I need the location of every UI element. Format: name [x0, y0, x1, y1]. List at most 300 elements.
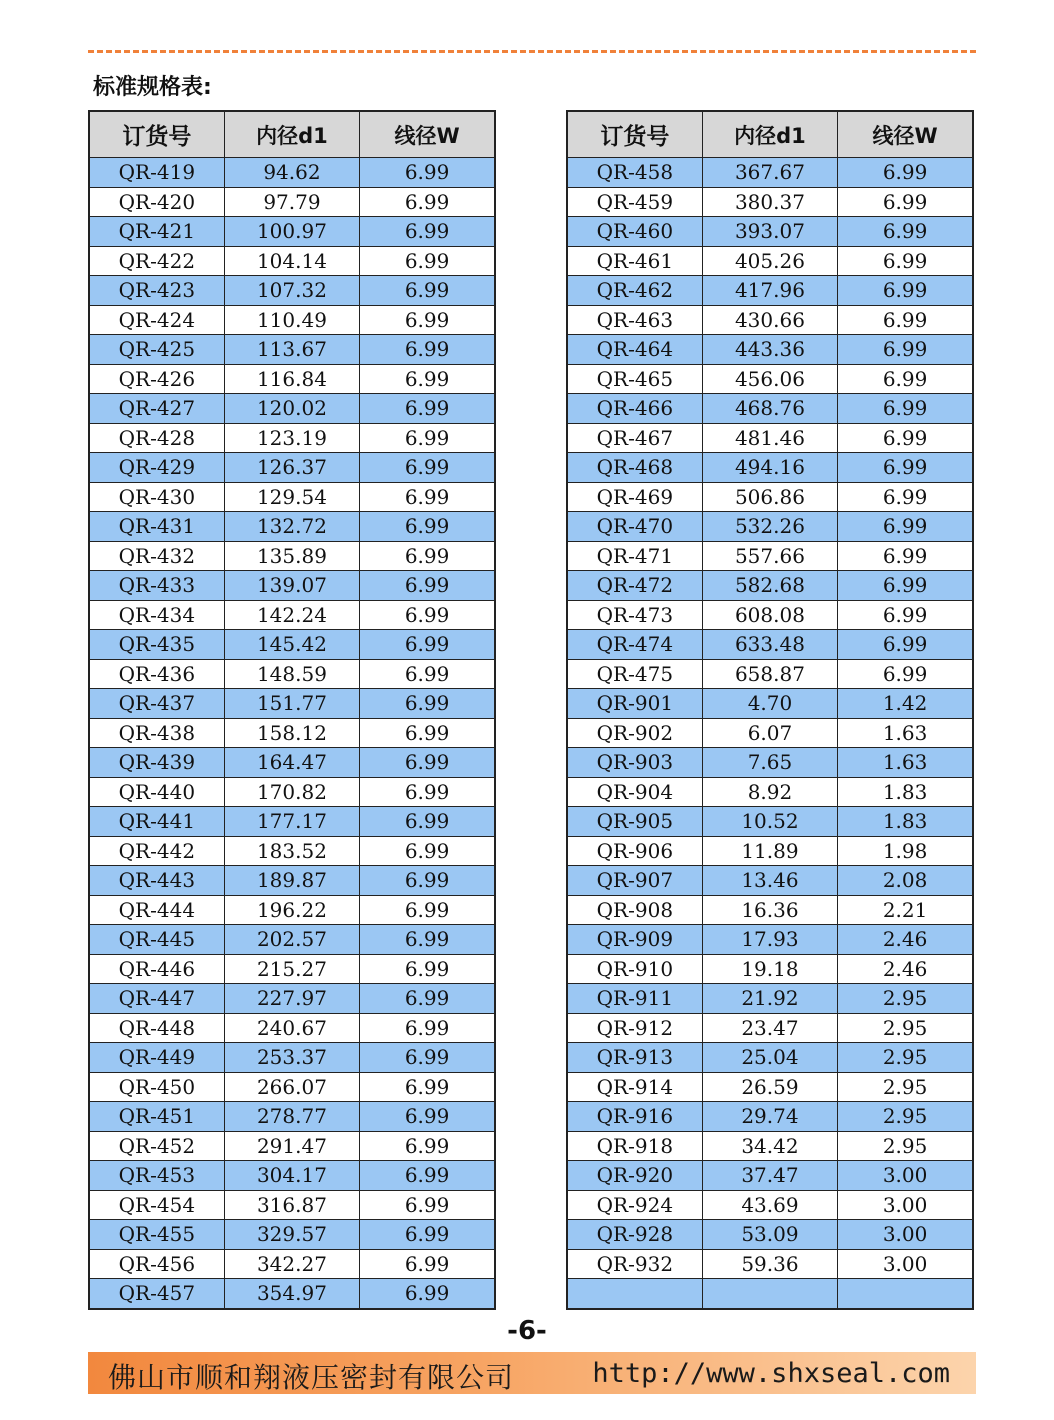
- cell-order-code: QR-468: [567, 453, 702, 483]
- cell-inner-diameter: 367.67: [702, 158, 837, 188]
- cell-inner-diameter: 17.93: [702, 925, 837, 955]
- table-row: [89, 571, 495, 601]
- cell-order-code: QR-430: [89, 482, 224, 512]
- cell-order-code: QR-905: [567, 807, 702, 837]
- cell-inner-diameter: 481.46: [702, 423, 837, 453]
- cell-order-code: QR-473: [567, 600, 702, 630]
- column-header-code: 订货号: [567, 111, 702, 158]
- cell-order-code: QR-461: [567, 246, 702, 276]
- column-header-wire-diameter: 线径W: [838, 111, 973, 158]
- table-row: [89, 1190, 495, 1220]
- cell-order-code: QR-932: [567, 1249, 702, 1279]
- cell-inner-diameter: 19.18: [702, 954, 837, 984]
- cell-wire-diameter: 6.99: [360, 571, 495, 601]
- cell-wire-diameter: 6.99: [360, 246, 495, 276]
- table-row: [89, 335, 495, 365]
- table-row: [567, 246, 973, 276]
- cell-inner-diameter: 145.42: [224, 630, 359, 660]
- cell-inner-diameter: 94.62: [224, 158, 359, 188]
- table-row: [89, 512, 495, 542]
- cell-order-code: QR-445: [89, 925, 224, 955]
- table-row: [567, 895, 973, 925]
- cell-order-code: QR-429: [89, 453, 224, 483]
- cell-inner-diameter: 380.37: [702, 187, 837, 217]
- cell-order-code: QR-432: [89, 541, 224, 571]
- table-row: [567, 1190, 973, 1220]
- cell-inner-diameter: 132.72: [224, 512, 359, 542]
- cell-inner-diameter: 148.59: [224, 659, 359, 689]
- cell-wire-diameter: 6.99: [360, 689, 495, 719]
- cell-wire-diameter: 6.99: [838, 482, 973, 512]
- cell-order-code: QR-912: [567, 1013, 702, 1043]
- cell-wire-diameter: 6.99: [360, 984, 495, 1014]
- cell-inner-diameter: 405.26: [702, 246, 837, 276]
- table-row: [89, 187, 495, 217]
- cell-inner-diameter: 7.65: [702, 748, 837, 778]
- table-row: [89, 482, 495, 512]
- cell-inner-diameter: 43.69: [702, 1190, 837, 1220]
- table-row: [567, 305, 973, 335]
- cell-wire-diameter: 6.99: [360, 718, 495, 748]
- cell-order-code: QR-443: [89, 866, 224, 896]
- cell-inner-diameter: 4.70: [702, 689, 837, 719]
- cell-inner-diameter: 26.59: [702, 1072, 837, 1102]
- cell-wire-diameter: 6.99: [360, 1102, 495, 1132]
- cell-wire-diameter: 6.99: [838, 217, 973, 247]
- spec-table-right: [566, 110, 974, 1310]
- cell-inner-diameter: 37.47: [702, 1161, 837, 1191]
- cell-wire-diameter: 6.99: [838, 158, 973, 188]
- cell-inner-diameter: 6.07: [702, 718, 837, 748]
- cell-inner-diameter: 582.68: [702, 571, 837, 601]
- cell-inner-diameter: 34.42: [702, 1131, 837, 1161]
- cell-order-code: QR-438: [89, 718, 224, 748]
- table-row: [567, 1102, 973, 1132]
- cell-inner-diameter: 129.54: [224, 482, 359, 512]
- column-header-inner-diameter: 内径d1: [224, 111, 359, 158]
- table-row: [89, 1131, 495, 1161]
- cell-order-code: QR-420: [89, 187, 224, 217]
- table-row: [567, 335, 973, 365]
- table-row: [567, 482, 973, 512]
- cell-wire-diameter: [838, 1279, 973, 1309]
- cell-inner-diameter: 120.02: [224, 394, 359, 424]
- cell-order-code: QR-918: [567, 1131, 702, 1161]
- cell-wire-diameter: 6.99: [360, 1131, 495, 1161]
- cell-wire-diameter: 6.99: [360, 453, 495, 483]
- cell-wire-diameter: 6.99: [360, 305, 495, 335]
- cell-order-code: QR-466: [567, 394, 702, 424]
- cell-wire-diameter: 6.99: [360, 954, 495, 984]
- cell-wire-diameter: 6.99: [360, 276, 495, 306]
- cell-inner-diameter: 189.87: [224, 866, 359, 896]
- cell-inner-diameter: 393.07: [702, 217, 837, 247]
- cell-inner-diameter: 202.57: [224, 925, 359, 955]
- cell-inner-diameter: 183.52: [224, 836, 359, 866]
- cell-order-code: QR-904: [567, 777, 702, 807]
- cell-inner-diameter: 658.87: [702, 659, 837, 689]
- table-row: [89, 807, 495, 837]
- table-row: [567, 512, 973, 542]
- cell-inner-diameter: [702, 1279, 837, 1309]
- cell-order-code: QR-436: [89, 659, 224, 689]
- table-row: [567, 718, 973, 748]
- table-row: [567, 777, 973, 807]
- cell-order-code: QR-902: [567, 718, 702, 748]
- table-row: [89, 777, 495, 807]
- cell-wire-diameter: 6.99: [360, 836, 495, 866]
- spec-table-left: [88, 110, 496, 1310]
- table-row: [89, 1072, 495, 1102]
- cell-wire-diameter: 6.99: [838, 187, 973, 217]
- table-row: [567, 394, 973, 424]
- cell-wire-diameter: 6.99: [360, 187, 495, 217]
- table-row: [89, 541, 495, 571]
- cell-order-code: QR-464: [567, 335, 702, 365]
- cell-wire-diameter: 6.99: [360, 158, 495, 188]
- cell-order-code: QR-903: [567, 748, 702, 778]
- cell-order-code: QR-444: [89, 895, 224, 925]
- cell-order-code: QR-463: [567, 305, 702, 335]
- cell-wire-diameter: 2.95: [838, 1043, 973, 1073]
- cell-inner-diameter: 633.48: [702, 630, 837, 660]
- cell-inner-diameter: 110.49: [224, 305, 359, 335]
- cell-order-code: QR-465: [567, 364, 702, 394]
- cell-inner-diameter: 342.27: [224, 1249, 359, 1279]
- cell-wire-diameter: 2.95: [838, 984, 973, 1014]
- cell-order-code: QR-458: [567, 158, 702, 188]
- cell-wire-diameter: 6.99: [838, 246, 973, 276]
- cell-order-code: QR-901: [567, 689, 702, 719]
- cell-inner-diameter: 177.17: [224, 807, 359, 837]
- table-row: [567, 748, 973, 778]
- table-row: [567, 866, 973, 896]
- cell-wire-diameter: 6.99: [360, 217, 495, 247]
- table-row: [89, 836, 495, 866]
- cell-wire-diameter: 3.00: [838, 1161, 973, 1191]
- cell-inner-diameter: 468.76: [702, 394, 837, 424]
- cell-inner-diameter: 123.19: [224, 423, 359, 453]
- cell-order-code: [567, 1279, 702, 1309]
- cell-inner-diameter: 8.92: [702, 777, 837, 807]
- cell-order-code: QR-924: [567, 1190, 702, 1220]
- cell-order-code: QR-428: [89, 423, 224, 453]
- cell-order-code: QR-460: [567, 217, 702, 247]
- cell-wire-diameter: 1.63: [838, 748, 973, 778]
- table-row: [567, 1249, 973, 1279]
- cell-inner-diameter: 10.52: [702, 807, 837, 837]
- cell-wire-diameter: 2.95: [838, 1072, 973, 1102]
- table-row: [89, 866, 495, 896]
- cell-inner-diameter: 532.26: [702, 512, 837, 542]
- cell-order-code: QR-448: [89, 1013, 224, 1043]
- cell-wire-diameter: 3.00: [838, 1220, 973, 1250]
- cell-wire-diameter: 2.21: [838, 895, 973, 925]
- table-row: [89, 984, 495, 1014]
- cell-inner-diameter: 135.89: [224, 541, 359, 571]
- table-row: [567, 836, 973, 866]
- table-row: [567, 1161, 973, 1191]
- cell-inner-diameter: 53.09: [702, 1220, 837, 1250]
- footer-website-url: http://www.shxseal.com: [592, 1358, 950, 1389]
- cell-wire-diameter: 2.95: [838, 1131, 973, 1161]
- cell-wire-diameter: 3.00: [838, 1249, 973, 1279]
- cell-wire-diameter: 2.46: [838, 954, 973, 984]
- table-row: [567, 1013, 973, 1043]
- cell-wire-diameter: 2.08: [838, 866, 973, 896]
- table-row: [89, 600, 495, 630]
- cell-wire-diameter: 6.99: [838, 512, 973, 542]
- cell-inner-diameter: 291.47: [224, 1131, 359, 1161]
- cell-wire-diameter: 6.99: [360, 659, 495, 689]
- cell-order-code: QR-454: [89, 1190, 224, 1220]
- cell-wire-diameter: 2.95: [838, 1013, 973, 1043]
- cell-wire-diameter: 1.83: [838, 777, 973, 807]
- table-row: [89, 423, 495, 453]
- cell-order-code: QR-423: [89, 276, 224, 306]
- cell-inner-diameter: 417.96: [702, 276, 837, 306]
- cell-wire-diameter: 6.99: [838, 541, 973, 571]
- cell-inner-diameter: 240.67: [224, 1013, 359, 1043]
- cell-wire-diameter: 6.99: [838, 453, 973, 483]
- table-row: [89, 305, 495, 335]
- cell-inner-diameter: 104.14: [224, 246, 359, 276]
- cell-wire-diameter: 6.99: [360, 1249, 495, 1279]
- cell-inner-diameter: 253.37: [224, 1043, 359, 1073]
- cell-order-code: QR-472: [567, 571, 702, 601]
- cell-order-code: QR-910: [567, 954, 702, 984]
- cell-wire-diameter: 6.99: [838, 630, 973, 660]
- cell-wire-diameter: 6.99: [360, 807, 495, 837]
- table-row: [89, 394, 495, 424]
- cell-wire-diameter: 6.99: [360, 1220, 495, 1250]
- cell-wire-diameter: 6.99: [360, 394, 495, 424]
- cell-order-code: QR-453: [89, 1161, 224, 1191]
- cell-wire-diameter: 6.99: [360, 512, 495, 542]
- cell-order-code: QR-457: [89, 1279, 224, 1309]
- cell-wire-diameter: 6.99: [360, 1013, 495, 1043]
- cell-order-code: QR-422: [89, 246, 224, 276]
- cell-order-code: QR-469: [567, 482, 702, 512]
- cell-wire-diameter: 6.99: [360, 866, 495, 896]
- cell-order-code: QR-467: [567, 423, 702, 453]
- cell-order-code: QR-446: [89, 954, 224, 984]
- cell-inner-diameter: 158.12: [224, 718, 359, 748]
- table-row: [89, 1102, 495, 1132]
- cell-wire-diameter: 6.99: [838, 600, 973, 630]
- table-row: [89, 158, 495, 188]
- table-row: [89, 630, 495, 660]
- table-row: [567, 541, 973, 571]
- table-row: [567, 925, 973, 955]
- cell-order-code: QR-908: [567, 895, 702, 925]
- cell-inner-diameter: 151.77: [224, 689, 359, 719]
- cell-order-code: QR-475: [567, 659, 702, 689]
- cell-inner-diameter: 113.67: [224, 335, 359, 365]
- cell-inner-diameter: 29.74: [702, 1102, 837, 1132]
- cell-inner-diameter: 16.36: [702, 895, 837, 925]
- table-row: [89, 1220, 495, 1250]
- cell-order-code: QR-920: [567, 1161, 702, 1191]
- table-row: [567, 1131, 973, 1161]
- table-row: [89, 748, 495, 778]
- cell-wire-diameter: 6.99: [838, 305, 973, 335]
- cell-inner-diameter: 13.46: [702, 866, 837, 896]
- cell-inner-diameter: 215.27: [224, 954, 359, 984]
- footer-banner: [88, 1352, 976, 1394]
- cell-order-code: QR-426: [89, 364, 224, 394]
- cell-order-code: QR-459: [567, 187, 702, 217]
- table-row: [567, 276, 973, 306]
- cell-wire-diameter: 6.99: [360, 423, 495, 453]
- cell-wire-diameter: 6.99: [360, 895, 495, 925]
- cell-order-code: QR-452: [89, 1131, 224, 1161]
- cell-order-code: QR-424: [89, 305, 224, 335]
- cell-order-code: QR-440: [89, 777, 224, 807]
- cell-order-code: QR-421: [89, 217, 224, 247]
- cell-order-code: QR-425: [89, 335, 224, 365]
- cell-wire-diameter: 6.99: [360, 777, 495, 807]
- cell-inner-diameter: 329.57: [224, 1220, 359, 1250]
- table-row: [567, 1279, 973, 1309]
- table-row: [567, 187, 973, 217]
- cell-order-code: QR-474: [567, 630, 702, 660]
- cell-inner-diameter: 107.32: [224, 276, 359, 306]
- cell-wire-diameter: 6.99: [838, 423, 973, 453]
- cell-inner-diameter: 316.87: [224, 1190, 359, 1220]
- table-row: [89, 1013, 495, 1043]
- table-row: [567, 364, 973, 394]
- cell-inner-diameter: 23.47: [702, 1013, 837, 1043]
- table-row: [89, 689, 495, 719]
- cell-order-code: QR-451: [89, 1102, 224, 1132]
- table-row: [89, 246, 495, 276]
- cell-order-code: QR-913: [567, 1043, 702, 1073]
- cell-order-code: QR-456: [89, 1249, 224, 1279]
- table-row: [567, 600, 973, 630]
- cell-wire-diameter: 6.99: [360, 335, 495, 365]
- table-row: [89, 453, 495, 483]
- cell-inner-diameter: 21.92: [702, 984, 837, 1014]
- table-row: [567, 659, 973, 689]
- cell-order-code: QR-470: [567, 512, 702, 542]
- table-row: [89, 954, 495, 984]
- table-row: [567, 984, 973, 1014]
- cell-wire-diameter: 6.99: [360, 1043, 495, 1073]
- cell-wire-diameter: 3.00: [838, 1190, 973, 1220]
- cell-wire-diameter: 2.46: [838, 925, 973, 955]
- cell-order-code: QR-435: [89, 630, 224, 660]
- cell-order-code: QR-437: [89, 689, 224, 719]
- table-row: [89, 1161, 495, 1191]
- table-row: [567, 217, 973, 247]
- table-row: [567, 453, 973, 483]
- cell-order-code: QR-431: [89, 512, 224, 542]
- table-header-row: [89, 111, 495, 158]
- cell-wire-diameter: 6.99: [360, 1161, 495, 1191]
- table-row: [567, 423, 973, 453]
- cell-order-code: QR-433: [89, 571, 224, 601]
- column-header-inner-diameter: 内径d1: [702, 111, 837, 158]
- cell-order-code: QR-906: [567, 836, 702, 866]
- cell-order-code: QR-928: [567, 1220, 702, 1250]
- cell-order-code: QR-916: [567, 1102, 702, 1132]
- cell-wire-diameter: 1.83: [838, 807, 973, 837]
- cell-inner-diameter: 100.97: [224, 217, 359, 247]
- table-row: [89, 276, 495, 306]
- cell-order-code: QR-911: [567, 984, 702, 1014]
- cell-inner-diameter: 142.24: [224, 600, 359, 630]
- cell-wire-diameter: 6.99: [838, 394, 973, 424]
- cell-inner-diameter: 116.84: [224, 364, 359, 394]
- cell-order-code: QR-462: [567, 276, 702, 306]
- table-row: [89, 718, 495, 748]
- cell-wire-diameter: 6.99: [838, 659, 973, 689]
- table-row: [567, 807, 973, 837]
- cell-inner-diameter: 456.06: [702, 364, 837, 394]
- column-header-code: 订货号: [89, 111, 224, 158]
- cell-wire-diameter: 6.99: [360, 1279, 495, 1309]
- cell-inner-diameter: 164.47: [224, 748, 359, 778]
- cell-wire-diameter: 6.99: [360, 925, 495, 955]
- table-header-row: [567, 111, 973, 158]
- table-row: [567, 1072, 973, 1102]
- cell-wire-diameter: 6.99: [360, 600, 495, 630]
- cell-order-code: QR-427: [89, 394, 224, 424]
- cell-inner-diameter: 266.07: [224, 1072, 359, 1102]
- page-heading: 标准规格表:: [93, 75, 212, 100]
- cell-inner-diameter: 59.36: [702, 1249, 837, 1279]
- cell-wire-diameter: 6.99: [838, 276, 973, 306]
- cell-order-code: QR-442: [89, 836, 224, 866]
- table-row: [567, 158, 973, 188]
- cell-order-code: QR-439: [89, 748, 224, 778]
- table-row: [89, 217, 495, 247]
- cell-inner-diameter: 227.97: [224, 984, 359, 1014]
- cell-order-code: QR-441: [89, 807, 224, 837]
- cell-order-code: QR-909: [567, 925, 702, 955]
- cell-order-code: QR-447: [89, 984, 224, 1014]
- cell-inner-diameter: 354.97: [224, 1279, 359, 1309]
- table-row: [89, 1279, 495, 1309]
- cell-wire-diameter: 1.98: [838, 836, 973, 866]
- cell-wire-diameter: 1.42: [838, 689, 973, 719]
- page-number: -6-: [507, 1316, 547, 1346]
- cell-order-code: QR-455: [89, 1220, 224, 1250]
- table-row: [567, 571, 973, 601]
- cell-order-code: QR-419: [89, 158, 224, 188]
- cell-wire-diameter: 2.95: [838, 1102, 973, 1132]
- cell-wire-diameter: 6.99: [360, 1190, 495, 1220]
- cell-inner-diameter: 170.82: [224, 777, 359, 807]
- cell-order-code: QR-450: [89, 1072, 224, 1102]
- cell-wire-diameter: 6.99: [360, 1072, 495, 1102]
- table-row: [567, 630, 973, 660]
- cell-wire-diameter: 6.99: [360, 482, 495, 512]
- table-row: [89, 1043, 495, 1073]
- cell-inner-diameter: 126.37: [224, 453, 359, 483]
- footer-company-name: 佛山市顺和翔液压密封有限公司: [108, 1361, 515, 1394]
- cell-inner-diameter: 443.36: [702, 335, 837, 365]
- cell-inner-diameter: 304.17: [224, 1161, 359, 1191]
- cell-wire-diameter: 6.99: [838, 571, 973, 601]
- cell-inner-diameter: 608.08: [702, 600, 837, 630]
- column-header-wire-diameter: 线径W: [360, 111, 495, 158]
- cell-order-code: QR-434: [89, 600, 224, 630]
- cell-wire-diameter: 6.99: [838, 364, 973, 394]
- cell-inner-diameter: 506.86: [702, 482, 837, 512]
- table-row: [89, 659, 495, 689]
